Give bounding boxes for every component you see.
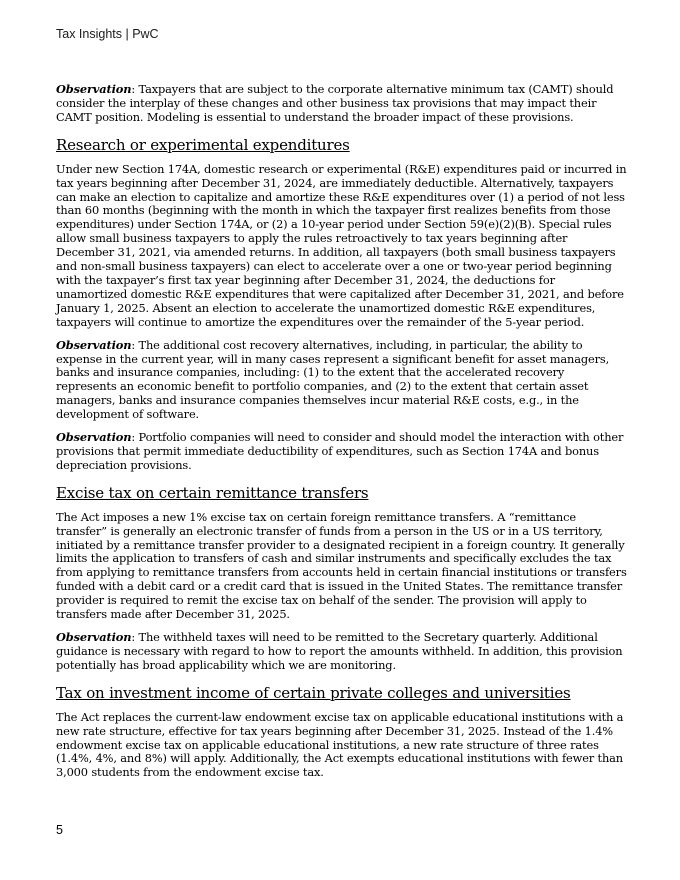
page-number: 5 — [56, 823, 63, 837]
observation-research-2 — [56, 431, 628, 473]
section-body-research: Under new Section 174A, domestic research or experimental (R&E) expenditures paid or incurred in tax years beginning after December 31, 2024, are immediately deductible. Alternatively, taxpayers can make an election to capitalize and amortize these R&E expenditures over (1) a period of not less than 60 months (beginning with the month in which the taxpayer first realizes benefits from those expenditures) under Section 174A, or (2) a 10-year period under Section 59(e)(2)(B). Special rules allow small business taxpayers to apply the rules retroactively to tax years beginning after December 31, 2021, via amended returns. In addition, all taxpayers (both small business taxpayers and non-small business taxpayers) can elect to accelerate over a one or two-year period beginning with the taxpayer’s first tax year beginning after December 31, 2024, the deductions for unamortized domestic R&E expenditures that were capitalized after December 31, 2021, and before January 1, 2025. Absent an election to accelerate the unamortized domestic R&E expenditures, taxpayers will continue to amortize the expenditures over the remainder of the 5-year period. — [56, 161, 627, 329]
observation-label: Observation — [56, 82, 132, 96]
intro-observation — [56, 83, 628, 125]
observation-label: Observation — [56, 430, 132, 445]
page-header: Tax Insights | PwC — [56, 27, 159, 41]
section-heading-research: Research or experimental expenditures — [56, 135, 350, 154]
section-body-remittance: The Act imposes a new 1% excise tax on certain foreign remittance transfers. A “remittance transfer” is generally an electronic transfer of funds from a person in the US or in a US territory, initiated by a remittance transfer provider to a designated recipient in a foreign country. It generally limits the application to transfers of cash and similar instruments and specifically excludes the tax from applying to remittance transfers from accounts held in certain financial institutions or transfers funded with a debit card or a credit card that is issued in the United States. The remittance transfer provider is required to remit the excise tax on behalf of the sender. The provision will apply to transfers made after December 31, 2025. — [56, 509, 627, 622]
observation-research-1 — [56, 339, 628, 422]
observation-text: : Taxpayers that are subject to the corporate alternative minimum tax (CAMT) should consider the interplay of these changes and other business tax provisions that may impact their CAMT position. Modeling is essential to understand the broader impact of these provisions. — [56, 82, 614, 124]
observation-text: : The withheld taxes will need to be remitted to the Secretary quarterly. Additional guidance is necessary with regard to how to report the amounts withheld. In addition, this provision potentially has broad applicability which we are monitoring. — [56, 630, 623, 672]
observation-label: Observation — [56, 337, 132, 352]
observation-text: : Portfolio companies will need to consider and should model the interaction with other provisions that permit immediate deductibility of expenditures, such as Section 174A and bonus depreciation provisions. — [56, 430, 624, 472]
document-body — [56, 83, 628, 789]
observation-text: : The additional cost recovery alternatives, including, in particular, the ability to expense in the current year, will in many cases represent a significant benefit for asset managers, banks and insurance companies, including: (1) to the extent that the accelerated recovery represents an economic benefit to portfolio companies, and (2) to the extent that certain asset managers, banks and insurance companies themselves incur material R&E costs, e.g., in the development of software. — [56, 337, 610, 422]
section-heading-endowment: Tax on investment income of certain private colleges and universities — [56, 683, 571, 702]
observation-label: Observation — [56, 630, 132, 644]
section-heading-remittance: Excise tax on certain remittance transfers — [56, 483, 369, 502]
observation-remittance — [56, 631, 628, 673]
section-body-endowment: The Act replaces the current-law endowment excise tax on applicable educational institutions with a new rate structure, effective for tax years beginning after December 31, 2025. Instead of the 1.4% endowment excise tax on applicable educational institutions, a new rate structure of three rates (1.4%, 4%, and 8%) will apply. Additionally, the Act exempts educational institutions with fewer than 3,000 students from the endowment excise tax. — [56, 709, 624, 780]
